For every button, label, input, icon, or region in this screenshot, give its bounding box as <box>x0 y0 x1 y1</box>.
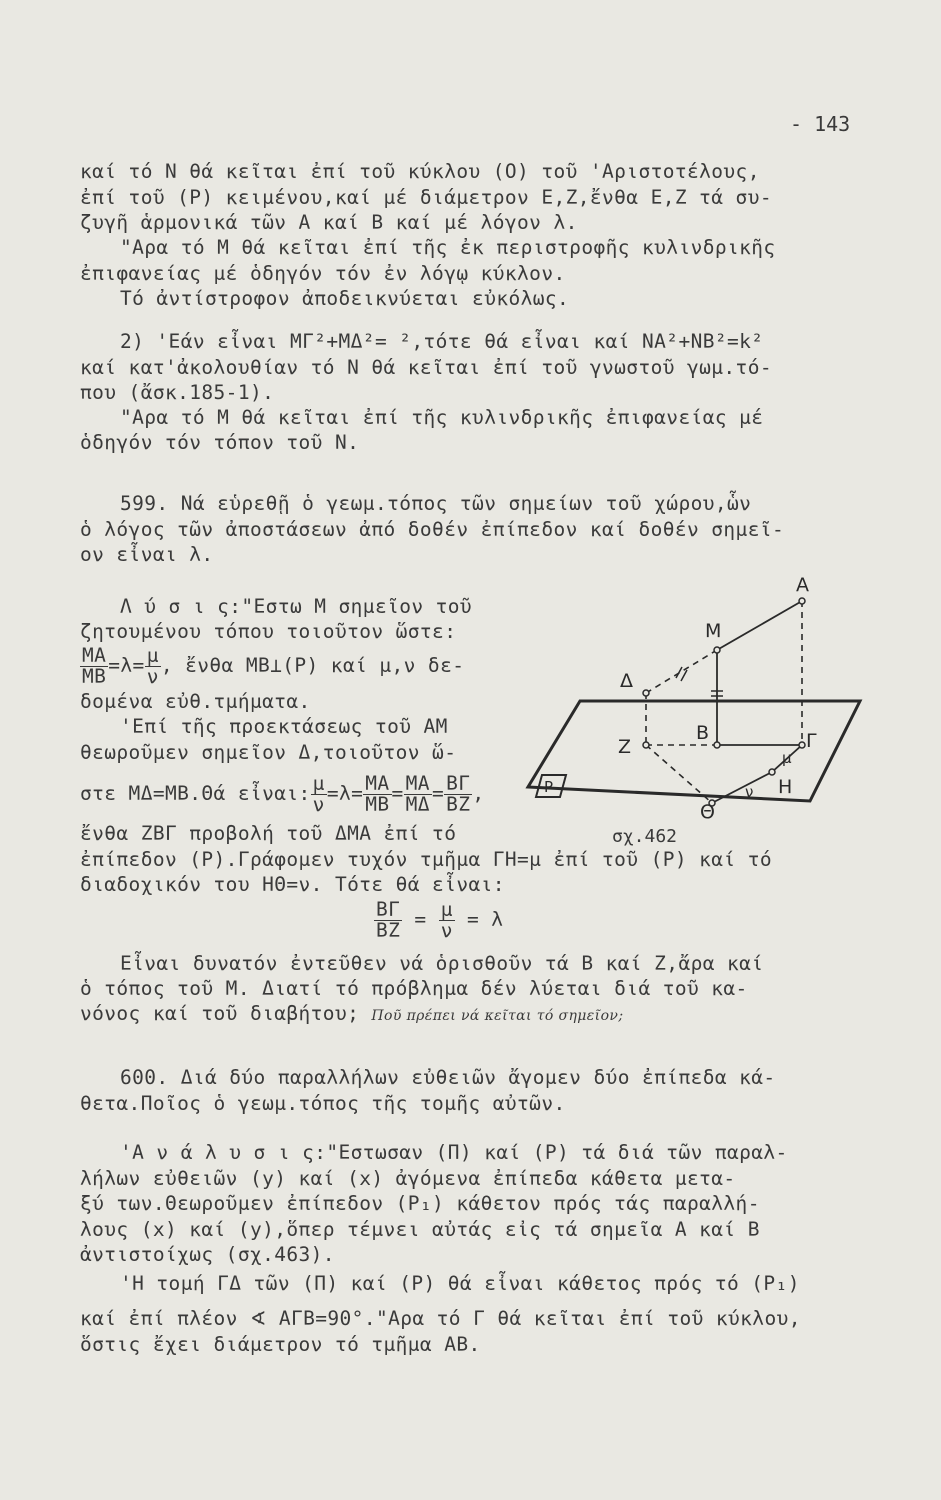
text-line: "Αρα τό Μ θά κεῖται ἐπί τῆς κυλινδρικῆς ἐπιφανείας μέ <box>120 406 764 429</box>
text-line: 'Η τομή ΓΔ τῶν (Π) καί (Ρ) θά εἶναι κάθετος πρός τό (Ρ₁) <box>120 1272 800 1295</box>
page-number: - 143 <box>790 112 851 136</box>
text-line: ὁ τόπος τοῦ Μ. Διατί τό πρόβλημα δέν λύεται διά τοῦ κα- <box>80 977 748 1000</box>
solution-heading: Λ ύ σ ι ς:"Εστω Μ σημεῖον τοῦ <box>120 595 473 618</box>
label-b: Β <box>696 722 710 744</box>
text-line: ζυγῆ ἁρμονικά τῶν Α καί Β καί μέ λόγον λ. <box>80 211 578 234</box>
formula-line: στε ΜΔ=ΜΒ.Θά εἶναι: $\frac{\mu}{\nu}$ =λ= $\frac{MA}{MB}$ = $\frac{MA}{M\Delta}$ = $\frac{B\Gamma}{BZ}$ , <box>80 772 485 816</box>
text-line: ἐπί τοῦ (Ρ) κειμένου,καί μέ διάμετρον Ε,Ζ,ἔνθα Ε,Ζ τά συ- <box>80 186 772 209</box>
label-theta: Θ <box>700 801 715 823</box>
text-line: ὁ λόγος τῶν ἀποστάσεων ἀπό δοθέν ἐπίπεδον καί δοθέν σημεῖ- <box>80 518 785 541</box>
text-line: ὁδηγόν τόν τόπον τοῦ Ν. <box>80 431 360 454</box>
label-h: Η <box>778 776 793 798</box>
text-line: καί τό Ν θά κεῖται ἐπί τοῦ κύκλου (Ο) τοῦ 'Αριστοτέλους, <box>80 160 760 183</box>
analysis-heading: 'Α ν ά λ υ σ ι ς:"Εστωσαν (Π) καί (Ρ) τά διά τῶν παραλ- <box>120 1141 788 1164</box>
text-line: 2) 'Εάν εἶναι ΜΓ²+ΜΔ²= ²,τότε θά εἶναι καί ΝΑ²+ΝΒ²=k² <box>120 330 764 353</box>
text-line: ὅστις ἔχει διάμετρον τό τμῆμα ΑΒ. <box>80 1333 481 1356</box>
text-line: Τό ἀντίστροφον ἀποδεικνύεται εὐκόλως. <box>120 287 570 310</box>
text-line: Εἶναι δυνατόν ἐντεῦθεν νά ὁρισθοῦν τά Β καί Ζ,ἄρα καί <box>120 952 764 975</box>
text-line: καί ἐπί πλέον ∢ ΑΓΒ=90°."Αρα τό Γ θά κεῖται ἐπί τοῦ κύκλου, <box>80 1307 801 1330</box>
label-g: Γ <box>806 730 817 752</box>
exercise-599-title: 599. Νά εὑρεθῇ ὁ γεωμ.τόπος τῶν σημείων τοῦ χώρου,ὧν <box>120 492 752 515</box>
handwritten-note: Ποῦ πρέπει νά κεῖται τό σημεῖον; <box>371 1008 624 1024</box>
text-line: ἔνθα ΖΒΓ προβολή τοῦ ΔΜΑ ἐπί τό <box>80 822 457 845</box>
figure-caption: σχ.462 <box>612 826 678 847</box>
text-line: ξύ των.Θεωροῦμεν ἐπίπεδον (Ρ₁) κάθετον πρός τάς παραλλή- <box>80 1192 760 1215</box>
fraction-ma-mb: $\frac{MA}{MB}$ <box>82 644 107 688</box>
text-line: ἐπιφανείας μέ ὁδηγόν τόν ἐν λόγῳ κύκλον. <box>80 262 566 285</box>
text-line: ον εἶναι λ. <box>80 543 214 566</box>
text-line: 'Επί τῆς προεκτάσεως τοῦ ΑΜ <box>120 715 448 738</box>
formula-line: $\frac{B\Gamma}{BZ}$ = $\frac{\mu}{\nu}$ = λ <box>376 898 504 942</box>
exercise-600-title: 600. Διά δύο παραλλήλων εὐθειῶν ἄγομεν δύο ἐπίπεδα κά- <box>120 1066 776 1089</box>
label-mu: μ <box>782 749 792 767</box>
text-line: ζητουμένου τόπου τοιοῦτον ὥστε: <box>80 620 457 643</box>
text-line: λήλων εὐθειῶν (y) καί (x) ἀγόμενα ἐπίπεδα κάθετα μετα- <box>80 1167 736 1190</box>
formula-line: $\frac{MA}{MB}$ =λ= $\frac{\mu}{\nu}$ , ἔνθα ΜΒ⊥(Ρ) καί μ,ν δε- <box>82 644 465 688</box>
figure-462 <box>520 575 880 825</box>
text-line: δομένα εὐθ.τμήματα. <box>80 690 311 713</box>
label-z: Ζ <box>618 736 632 758</box>
fraction-mu-nu: $\frac{\mu}{\nu}$ <box>146 644 159 688</box>
label-a: Α <box>796 575 809 596</box>
text-line: που (ἄσκ.185-1). <box>80 381 275 404</box>
text-line: λους (x) καί (y),ὅπερ τέμνει αὐτάς εἰς τά σημεῖα Α καί Β <box>80 1218 760 1241</box>
text-line: ἀντιστοίχως (σχ.463). <box>80 1243 335 1266</box>
text-line: καί κατ'ἀκολουθίαν τό Ν θά κεῖται ἐπί τοῦ γνωστοῦ γωμ.τό- <box>80 356 772 379</box>
text-line: νόνος καί τοῦ διαβήτου; Ποῦ πρέπει νά κεῖται τό σημεῖον; <box>80 1002 624 1025</box>
label-m: Μ <box>705 620 722 642</box>
label-d: Δ <box>620 670 633 692</box>
label-p: Ρ <box>544 778 554 796</box>
text-line: ἐπίπεδον (Ρ).Γράφομεν τυχόν τμῆμα ΓΗ=μ ἐπί τοῦ (Ρ) καί τό <box>80 848 772 871</box>
text-line: θετα.Ποῖος ὁ γεωμ.τόπος τῆς τομῆς αὐτῶν. <box>80 1092 566 1115</box>
text-line: διαδοχικόν του ΗΘ=ν. Τότε θά εἶναι: <box>80 873 505 896</box>
text-line: θεωροῦμεν σημεῖον Δ,τοιοῦτον ὥ- <box>80 741 457 764</box>
text-line: "Αρα τό Μ θά κεῖται ἐπί τῆς ἐκ περιστροφῆς κυλινδρικῆς <box>120 236 776 259</box>
label-nu: ν <box>745 783 754 801</box>
